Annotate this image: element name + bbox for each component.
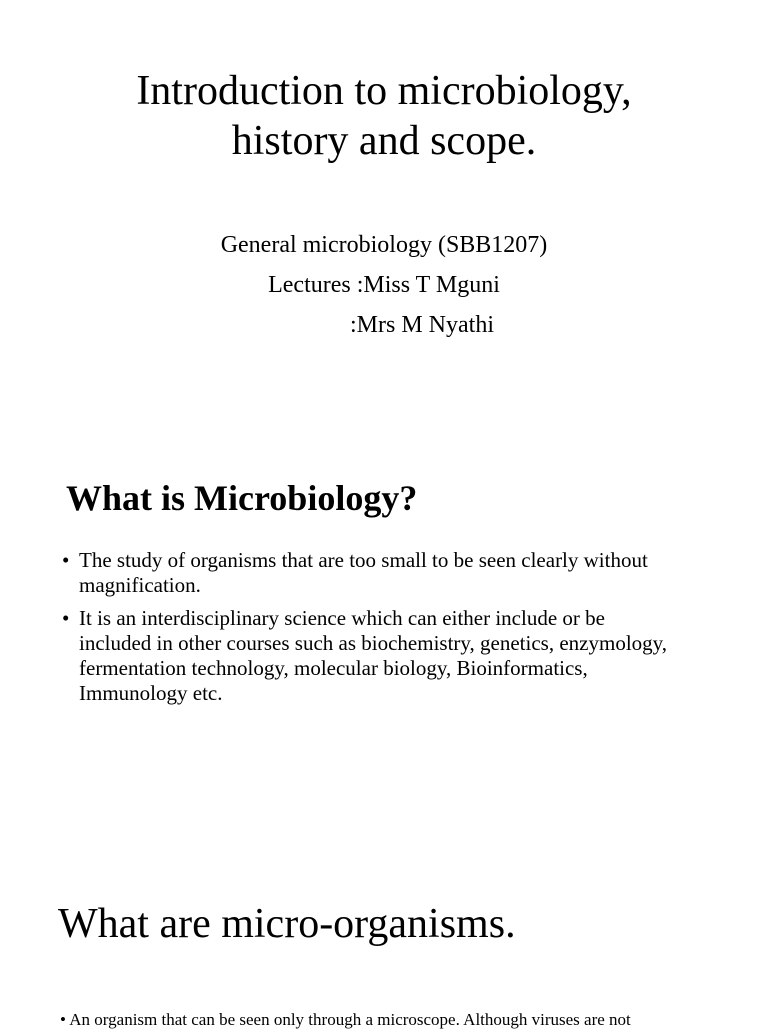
bullet-text: It is an interdisciplinary science which can either include or be included in other courses such as biochemistry, genetics, enzymology, fermentation technology, molecular biology, Bioinformatics, Immunology etc. bbox=[79, 606, 668, 705]
course-name: General microbiology (SBB1207) bbox=[220, 232, 548, 258]
lecturer-line-1: Lectures :Miss T Mguni bbox=[268, 272, 500, 298]
lecturer-line-2: :Mrs M Nyathi bbox=[350, 312, 494, 338]
list-item bbox=[62, 606, 672, 706]
bullet-text: An organism that can be seen only through a microscope. Although viruses are not bbox=[69, 1010, 631, 1029]
partial-bullet-text bbox=[60, 1010, 710, 1030]
slide-heading: What is Microbiology? bbox=[66, 478, 418, 518]
slide-heading: What are micro-organisms. bbox=[58, 901, 516, 947]
bullet-text: The study of organisms that are too small to be seen clearly without magnification. bbox=[79, 548, 648, 597]
bullet-list bbox=[62, 548, 672, 714]
bullet-icon: • bbox=[60, 1010, 66, 1029]
slide-title: Introduction to microbiology, history and scope. bbox=[136, 68, 632, 164]
bullet-icon: • bbox=[62, 548, 70, 572]
microbiology-definition-slide bbox=[0, 440, 768, 840]
list-item bbox=[62, 548, 672, 598]
bullet-icon: • bbox=[62, 606, 70, 630]
micro-organisms-slide bbox=[0, 880, 768, 1029]
title-slide bbox=[0, 0, 768, 400]
